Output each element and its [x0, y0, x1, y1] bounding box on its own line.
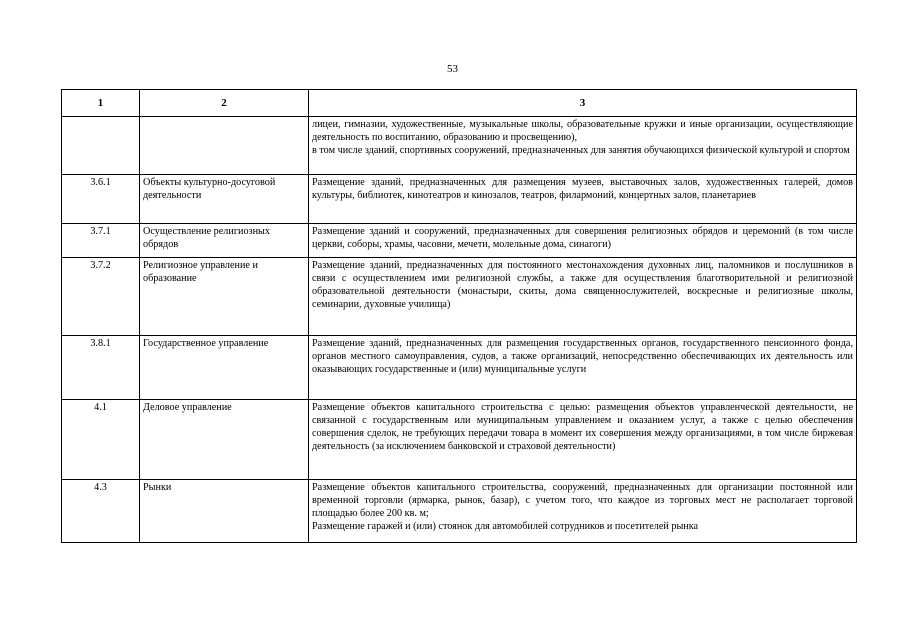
- description-paragraph: Размещение объектов капитального строительства с целью: размещения объектов управленческой деятельности, не связанной с государственным или муниципальным управлением и оказанием услуг, а также с целью обеспечения совершения сделок, не требующих передачи товара в момент их совершения между организациями, в том числе биржевая деятельность (за исключением банковской и страховой деятельности): [312, 402, 853, 452]
- table-header-row: [62, 90, 857, 117]
- row-name: Объекты культурно-досуговой деятельности: [140, 175, 309, 224]
- table-row: [62, 175, 857, 224]
- description-paragraph: Размещение зданий, предназначенных для постоянного местонахождения духовных лиц, паломников и послушников в связи с осуществлением ими религиозной службы, а также для осуществления благотворительной и религиозной образовательной деятельности (монастыри, скиты, дома священнослужителей, воскресные и религиозные школы, семинарии, духовные училища): [312, 260, 853, 310]
- row-name: Государственное управление: [140, 336, 309, 400]
- row-name: Осуществление религиозных обрядов: [140, 224, 309, 258]
- description-paragraph: Размещение гаражей и (или) стоянок для автомобилей сотрудников и посетителей рынка: [312, 521, 699, 532]
- table-row: [62, 224, 857, 258]
- header-col-1: 1: [62, 90, 140, 117]
- row-description: [309, 258, 857, 336]
- page-number: 53: [447, 63, 458, 75]
- table-row: [62, 258, 857, 336]
- row-description: [309, 336, 857, 400]
- row-code: 3.8.1: [62, 336, 140, 400]
- row-code: 3.6.1: [62, 175, 140, 224]
- row-description: [309, 175, 857, 224]
- row-name: Религиозное управление и образование: [140, 258, 309, 336]
- table-row: [62, 480, 857, 543]
- description-paragraph: Размещение объектов капитального строительства, сооружений, предназначенных для организации постоянной или временной торговли (ярмарка, рынок, базар), с учетом того, что каждое из торговых мест не располагает торговой площадью более 200 кв. м;: [312, 482, 853, 519]
- row-code: [62, 117, 140, 175]
- description-paragraph: Размещение зданий, предназначенных для размещения музеев, выставочных залов, художественных галерей, домов культуры, библиотек, кинотеатров и кинозалов, театров, филармоний, концертных залов, планетариев: [312, 177, 853, 201]
- header-col-2: 2: [140, 90, 309, 117]
- row-code: 3.7.2: [62, 258, 140, 336]
- row-code: 4.3: [62, 480, 140, 543]
- row-description: [309, 400, 857, 480]
- description-paragraph: Размещение зданий и сооружений, предназначенных для совершения религиозных обрядов и церемоний (в том числе церкви, соборы, храмы, часовни, мечети, молельные дома, синагоги): [312, 226, 853, 250]
- table-row: [62, 117, 857, 175]
- table-row: [62, 400, 857, 480]
- row-code: 3.7.1: [62, 224, 140, 258]
- row-description: [309, 224, 857, 258]
- header-col-3: 3: [309, 90, 857, 117]
- row-name: Рынки: [140, 480, 309, 543]
- row-description: [309, 480, 857, 543]
- table-row: [62, 336, 857, 400]
- description-paragraph: Размещение зданий, предназначенных для размещения государственных органов, государственного пенсионного фонда, органов местного самоуправления, судов, а также организаций, непосредственно обеспечивающих их деятельность или оказывающих государственные и (или) муниципальные услуги: [312, 338, 853, 375]
- description-paragraph: в том числе зданий, спортивных сооружений, предназначенных для занятия обучающихся физической культурой и спортом: [312, 145, 850, 156]
- row-name: [140, 117, 309, 175]
- row-description: [309, 117, 857, 175]
- row-code: 4.1: [62, 400, 140, 480]
- land-use-table: [61, 89, 857, 543]
- row-name: Деловое управление: [140, 400, 309, 480]
- description-paragraph: лицеи, гимназии, художественные, музыкальные школы, образовательные кружки и иные организации, осуществляющие деятельность по воспитанию, образованию и просвещению),: [312, 119, 853, 143]
